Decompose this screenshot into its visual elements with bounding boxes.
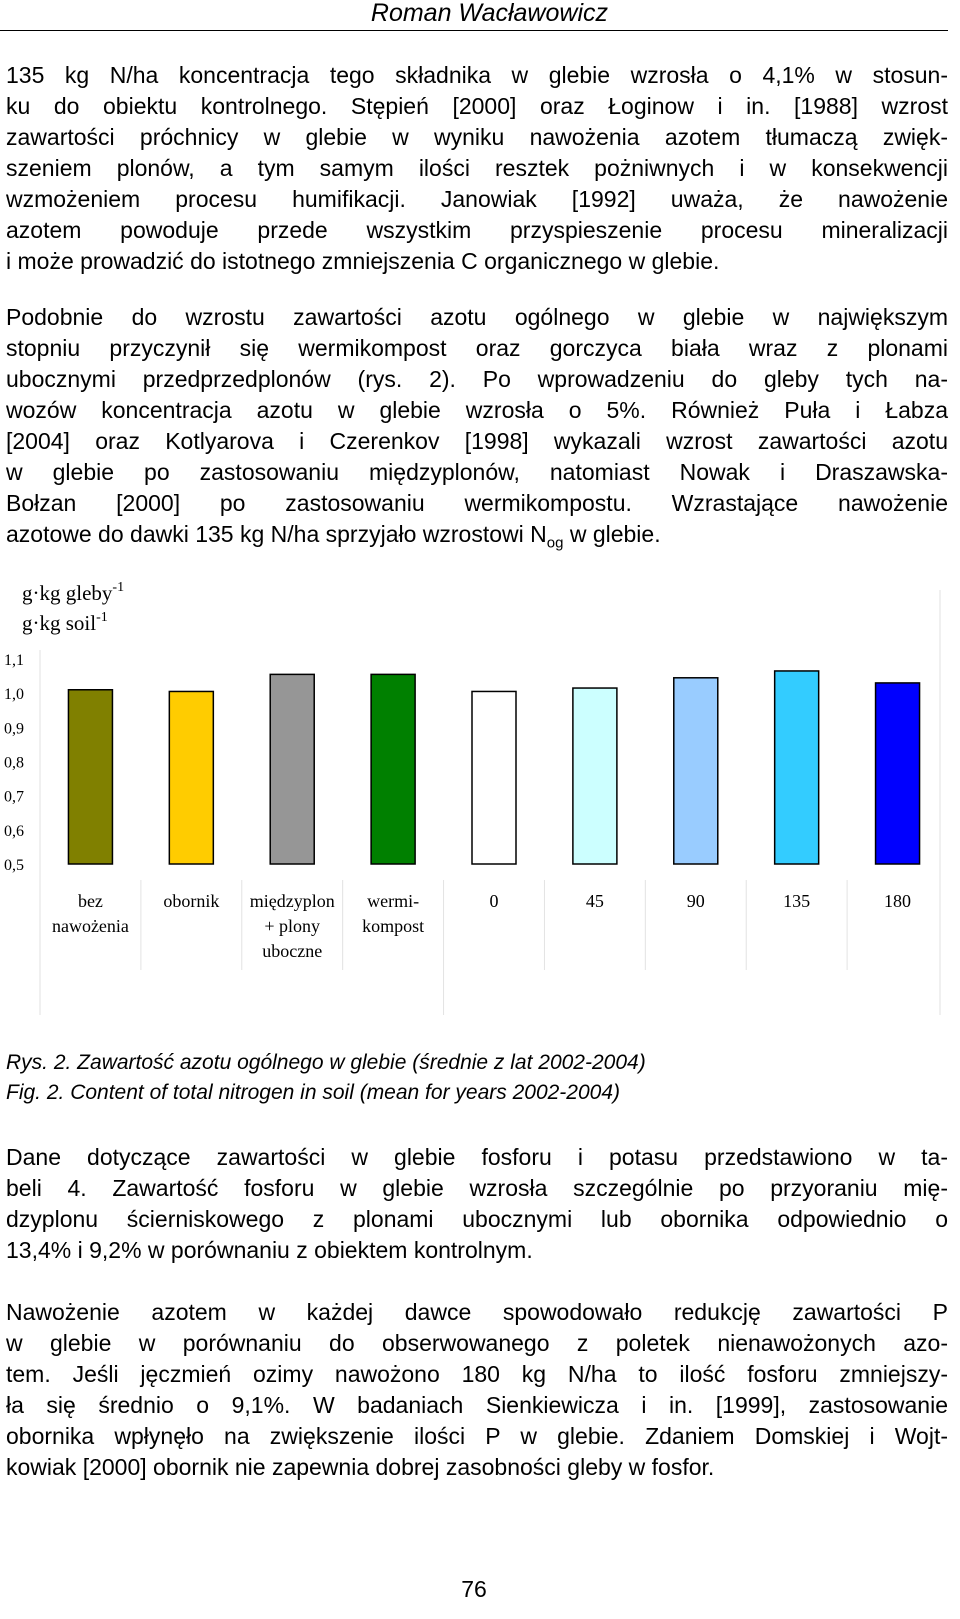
- y-tick-label: 0,9: [4, 720, 24, 738]
- y-tick-label: 1,0: [4, 686, 24, 704]
- bar: [674, 678, 718, 864]
- y-tick-label: 0,8: [4, 754, 24, 772]
- y-tick-label: 0,7: [4, 788, 24, 806]
- x-category-label: 90: [686, 891, 705, 911]
- paragraph-2: [6, 302, 948, 550]
- bar: [573, 688, 617, 864]
- text-line: wzmożeniem procesu humifikacji. Janowiak [1992] uważa, że nawożenie: [6, 186, 948, 212]
- page-number: 76: [461, 1576, 487, 1602]
- y-unit-en: g·kg soil$^{-1}$: [22, 610, 108, 635]
- text-line: 13,4% i 9,2% w porównaniu z obiektem kontrolnym.: [6, 1237, 533, 1263]
- text-line: i może prowadzić do istotnego zmniejszenia C organicznego w glebie.: [6, 248, 720, 274]
- text-line: dzyplonu ścierniskowego z plonami ubocznymi lub obornika odpowiednio o: [6, 1206, 948, 1232]
- y-tick-label: 0,5: [4, 857, 24, 874]
- figure-caption-pl: Rys. 2. Zawartość azotu ogólnego w glebie (średnie z lat 2002-2004): [6, 1051, 646, 1074]
- x-category-label: obornik: [163, 891, 220, 911]
- text-line: szeniem plonów, a tym samym ilości resztek pożniwnych i w konsekwencji: [6, 155, 948, 181]
- figure-caption-en: Fig. 2. Content of total nitrogen in soil (mean for years 2002-2004): [6, 1081, 621, 1104]
- y-unit-pl: g·kg gleby$^{-1}$: [22, 580, 125, 605]
- x-category-label: 45: [585, 891, 604, 911]
- bar: [371, 674, 415, 864]
- x-category-label: 0: [489, 891, 499, 911]
- x-category-label: 135: [783, 891, 811, 911]
- text-line: ku do obiektu kontrolnego. Stępień [2000] oraz Łoginow i in. [1988] wzrost: [6, 93, 948, 119]
- text-line: obornika wpłynęło na zwiększenie ilości P w glebie. Zdaniem Domskiej i Wojt-: [6, 1423, 948, 1449]
- subscript: og: [546, 534, 564, 552]
- text-line: wozów koncentracja azotu w glebie wzrosła o 5%. Również Puła i Łabza: [6, 397, 948, 423]
- text-line: Bołzan [2000] po zastosowaniu wermikompostu. Wzrastające nawożenie: [6, 490, 948, 516]
- bar: [169, 691, 213, 864]
- text-line: Nawożenie azotem w każdej dawce spowodowało redukcję zawartości P: [6, 1299, 948, 1325]
- text-line: [6, 519, 948, 550]
- y-tick-label: 0,6: [4, 822, 24, 840]
- text-line: w glebie w porównaniu do obserwowanego z poletek nienawożonych azo-: [6, 1330, 948, 1356]
- text-line: Dane dotyczące zawartości w glebie fosforu i potasu przedstawiono w ta-: [6, 1144, 948, 1170]
- bars: [68, 671, 919, 864]
- x-category-label: 180: [884, 891, 912, 911]
- text-line: ubocznymi przedprzedplonów (rys. 2). Po wprowadzeniu do gleby tych na-: [6, 366, 948, 392]
- bar: [270, 674, 314, 864]
- text-line: 135 kg N/ha koncentracja tego składnika w glebie wzrosła o 4,1% w stosun-: [6, 62, 948, 88]
- text-fragment: azotowe do dawki 135 kg N/ha sprzyjało wzrostowi N: [6, 521, 547, 547]
- text-line: stopniu przyczynił się wermikompost oraz gorczyca biała wraz z plonami: [6, 335, 948, 361]
- paragraph-3: [6, 1142, 948, 1266]
- text-line: Podobnie do wzrostu zawartości azotu ogólnego w glebie w największym: [6, 304, 948, 330]
- text-line: kowiak [2000] obornik nie zapewnia dobrej zasobności gleby w fosfor.: [6, 1454, 715, 1480]
- x-category-label: wermi-kompost: [362, 891, 425, 936]
- text-line: zawartości próchnicy w glebie w wyniku nawożenia azotem tłumaczą zwięk-: [6, 124, 948, 150]
- text-line: azotem powoduje przede wszystkim przyspieszenie procesu mineralizacji: [6, 217, 948, 243]
- text-line: [2004] oraz Kotlyarova i Czerenkov [1998] wykazali wzrost zawartości azotu: [6, 428, 948, 454]
- running-header: [0, 0, 948, 31]
- paragraph-4: [6, 1297, 948, 1483]
- text-line: tem. Jeśli jęczmień ozimy nawożono 180 kg N/ha to ilość fosforu zmniejszy-: [6, 1361, 948, 1387]
- text-line: ła się średnio o 9,1%. W badaniach Sienkiewicza i in. [1999], zastosowanie: [6, 1392, 948, 1418]
- bar: [472, 691, 516, 864]
- text-fragment: w glebie.: [563, 521, 661, 547]
- bar: [876, 683, 920, 864]
- y-tick-label: 1,1: [4, 652, 24, 669]
- nitrogen-bar-chart: [0, 580, 948, 1020]
- text-line: w glebie po zastosowaniu międzyplonów, natomiast Nowak i Draszawska-: [6, 459, 948, 485]
- header-author: Roman Wacławowicz: [370, 0, 608, 27]
- text-line: beli 4. Zawartość fosforu w glebie wzrosła szczególnie po przyoraniu mię-: [6, 1175, 948, 1201]
- paragraph-1: [6, 60, 948, 277]
- x-category-label: międzyplon + plony uboczne: [249, 891, 335, 961]
- bar: [68, 690, 112, 864]
- x-category-label: bez nawożenia: [51, 891, 129, 936]
- bar: [775, 671, 819, 864]
